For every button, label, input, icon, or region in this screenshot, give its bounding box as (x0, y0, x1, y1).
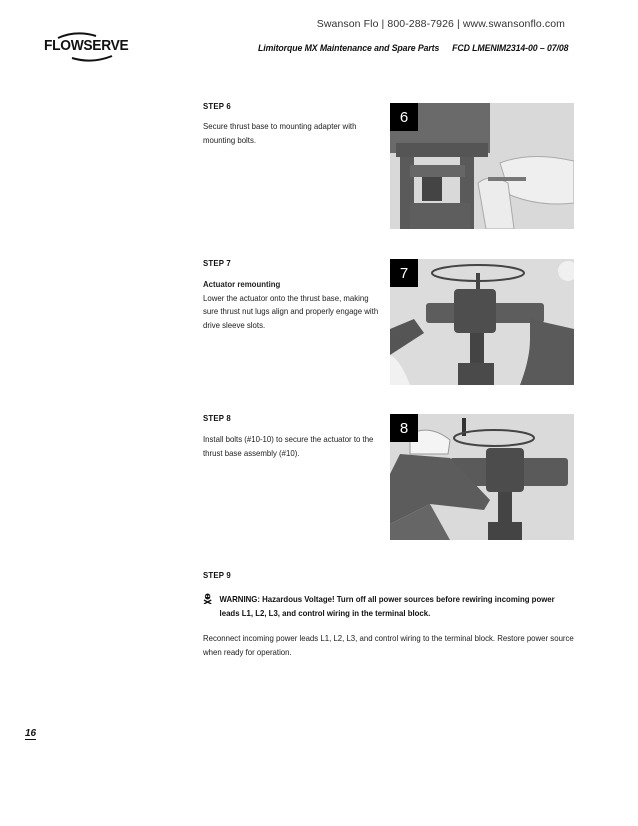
logo-text: FLOWSERVE (44, 38, 129, 54)
step-label: STEP 8 (203, 413, 231, 423)
step-text: Secure thrust base to mounting adapter with mounting bolts. (203, 121, 357, 145)
photo-number-badge: 6 (390, 103, 418, 131)
step-label: STEP 7 (203, 258, 231, 268)
skull-crossbones-icon (203, 593, 212, 604)
doc-title-text: Limitorque MX Maintenance and Spare Parts (258, 43, 440, 54)
step-body (203, 433, 387, 460)
step-text: Install bolts (#10-10) to secure the actuator to the thrust base assembly (#10). (203, 434, 374, 458)
doc-code: FCD LMENIM2314-00 – 07/08 (452, 43, 569, 54)
step-7-photo (390, 259, 574, 385)
warning-text: WARNING: Hazardous Voltage! Turn off all power sources before rewiring incoming power leads L1, L2, L3, and control wiring in the terminal block. (219, 594, 555, 618)
hazard-warning (203, 592, 571, 620)
step-body (203, 278, 387, 332)
flowserve-logo (44, 30, 144, 64)
photo-number-badge: 7 (390, 259, 418, 287)
step-text: Lower the actuator onto the thrust base, making sure thrust nut lugs align and properly engage with drive sleeve slots. (203, 292, 379, 330)
page-number: 16 (25, 728, 37, 739)
step-6-photo (390, 103, 574, 229)
step-label: STEP 6 (203, 101, 231, 111)
step-text: Reconnect incoming power leads L1, L2, L3, and control wiring to the terminal block. Restore power source when ready for operation. (203, 633, 574, 657)
document-title (258, 43, 568, 54)
step-8-photo (390, 414, 574, 540)
step-body (203, 120, 387, 147)
contact-line: Swanson Flo | 800-288-7926 | www.swansonflo.com (316, 18, 565, 30)
step-subtitle: Actuator remounting (203, 279, 281, 289)
step-label: STEP 9 (203, 570, 231, 580)
photo-number-badge: 8 (390, 414, 418, 442)
